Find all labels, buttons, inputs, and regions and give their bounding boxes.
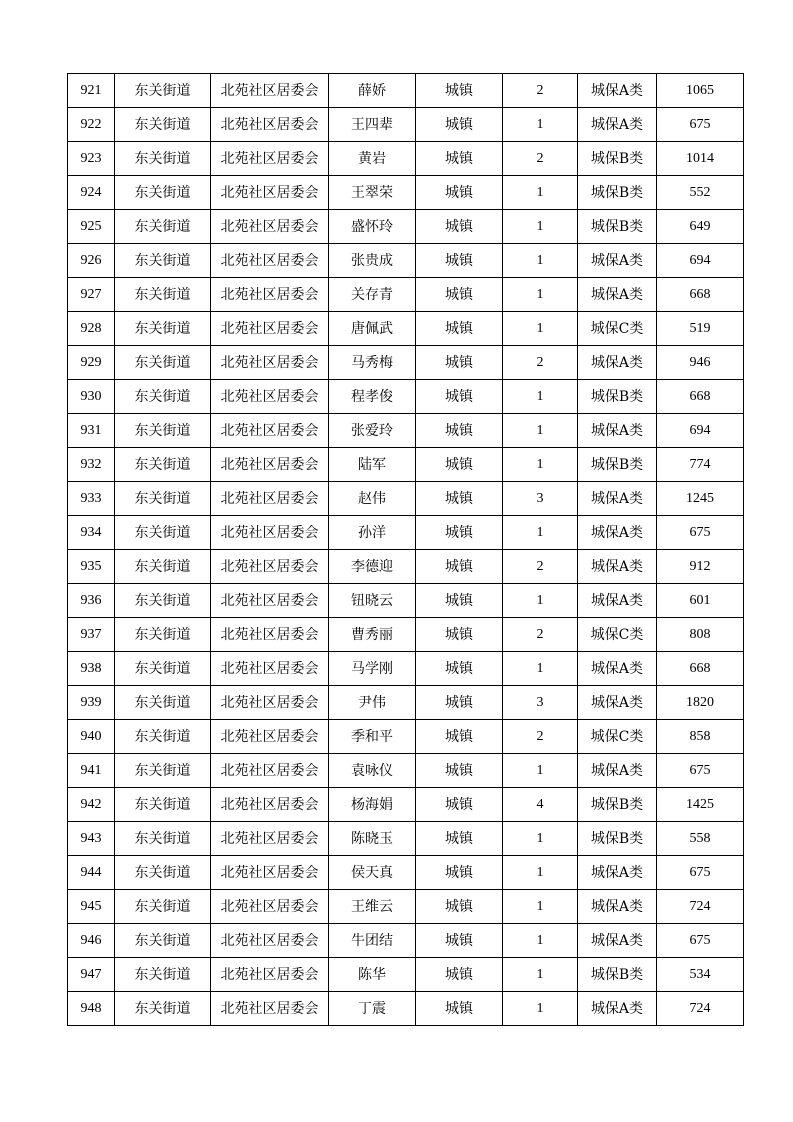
amount-cell: 1065 — [657, 74, 744, 108]
category-cell: 城保B类 — [578, 210, 657, 244]
table-row — [68, 482, 744, 516]
household-type-cell: 城镇 — [416, 312, 503, 346]
category-cell: 城保B类 — [578, 822, 657, 856]
amount-cell: 724 — [657, 992, 744, 1026]
table-row — [68, 244, 744, 278]
household-type-cell: 城镇 — [416, 448, 503, 482]
name-cell: 黄岩 — [329, 142, 416, 176]
table-row — [68, 890, 744, 924]
row-number: 938 — [68, 652, 115, 686]
street-cell: 东关街道 — [115, 754, 211, 788]
street-cell: 东关街道 — [115, 992, 211, 1026]
row-number: 930 — [68, 380, 115, 414]
name-cell: 牛团结 — [329, 924, 416, 958]
member-count-cell: 1 — [503, 584, 578, 618]
row-number: 934 — [68, 516, 115, 550]
community-cell: 北苑社区居委会 — [211, 686, 329, 720]
member-count-cell: 1 — [503, 924, 578, 958]
member-count-cell: 1 — [503, 992, 578, 1026]
street-cell: 东关街道 — [115, 788, 211, 822]
community-cell: 北苑社区居委会 — [211, 924, 329, 958]
category-cell: 城保A类 — [578, 244, 657, 278]
category-cell: 城保B类 — [578, 958, 657, 992]
category-cell: 城保C类 — [578, 618, 657, 652]
street-cell: 东关街道 — [115, 346, 211, 380]
member-count-cell: 1 — [503, 516, 578, 550]
category-cell: 城保A类 — [578, 346, 657, 380]
amount-cell: 694 — [657, 244, 744, 278]
table-row — [68, 992, 744, 1026]
amount-cell: 774 — [657, 448, 744, 482]
member-count-cell: 2 — [503, 346, 578, 380]
category-cell: 城保A类 — [578, 584, 657, 618]
name-cell: 尹伟 — [329, 686, 416, 720]
amount-cell: 675 — [657, 754, 744, 788]
name-cell: 袁咏仪 — [329, 754, 416, 788]
name-cell: 钮晓云 — [329, 584, 416, 618]
table-row — [68, 822, 744, 856]
table-row — [68, 278, 744, 312]
member-count-cell: 1 — [503, 890, 578, 924]
member-count-cell: 2 — [503, 550, 578, 584]
amount-cell: 694 — [657, 414, 744, 448]
category-cell: 城保C类 — [578, 312, 657, 346]
member-count-cell: 4 — [503, 788, 578, 822]
community-cell: 北苑社区居委会 — [211, 142, 329, 176]
table-row — [68, 380, 744, 414]
category-cell: 城保A类 — [578, 652, 657, 686]
category-cell: 城保B类 — [578, 176, 657, 210]
street-cell: 东关街道 — [115, 550, 211, 584]
member-count-cell: 2 — [503, 142, 578, 176]
community-cell: 北苑社区居委会 — [211, 584, 329, 618]
street-cell: 东关街道 — [115, 890, 211, 924]
amount-cell: 946 — [657, 346, 744, 380]
community-cell: 北苑社区居委会 — [211, 244, 329, 278]
amount-cell: 668 — [657, 652, 744, 686]
member-count-cell: 2 — [503, 74, 578, 108]
row-number: 924 — [68, 176, 115, 210]
street-cell: 东关街道 — [115, 278, 211, 312]
category-cell: 城保A类 — [578, 482, 657, 516]
community-cell: 北苑社区居委会 — [211, 992, 329, 1026]
member-count-cell: 1 — [503, 244, 578, 278]
street-cell: 东关街道 — [115, 414, 211, 448]
street-cell: 东关街道 — [115, 312, 211, 346]
category-cell: 城保A类 — [578, 550, 657, 584]
community-cell: 北苑社区居委会 — [211, 890, 329, 924]
table-row — [68, 142, 744, 176]
amount-cell: 912 — [657, 550, 744, 584]
category-cell: 城保A类 — [578, 856, 657, 890]
name-cell: 陆军 — [329, 448, 416, 482]
row-number: 926 — [68, 244, 115, 278]
community-cell: 北苑社区居委会 — [211, 278, 329, 312]
row-number: 939 — [68, 686, 115, 720]
amount-cell: 724 — [657, 890, 744, 924]
category-cell: 城保C类 — [578, 720, 657, 754]
street-cell: 东关街道 — [115, 210, 211, 244]
member-count-cell: 1 — [503, 652, 578, 686]
name-cell: 王翠荣 — [329, 176, 416, 210]
table-row — [68, 414, 744, 448]
table-row — [68, 788, 744, 822]
table-row — [68, 720, 744, 754]
name-cell: 陈晓玉 — [329, 822, 416, 856]
row-number: 948 — [68, 992, 115, 1026]
community-cell: 北苑社区居委会 — [211, 516, 329, 550]
name-cell: 关存青 — [329, 278, 416, 312]
amount-cell: 675 — [657, 516, 744, 550]
row-number: 928 — [68, 312, 115, 346]
row-number: 945 — [68, 890, 115, 924]
amount-cell: 1820 — [657, 686, 744, 720]
amount-cell: 808 — [657, 618, 744, 652]
street-cell: 东关街道 — [115, 822, 211, 856]
name-cell: 张爱玲 — [329, 414, 416, 448]
name-cell: 程孝俊 — [329, 380, 416, 414]
member-count-cell: 3 — [503, 482, 578, 516]
community-cell: 北苑社区居委会 — [211, 550, 329, 584]
member-count-cell: 1 — [503, 448, 578, 482]
table-row — [68, 856, 744, 890]
category-cell: 城保A类 — [578, 890, 657, 924]
name-cell: 唐佩武 — [329, 312, 416, 346]
household-type-cell: 城镇 — [416, 74, 503, 108]
table-row — [68, 448, 744, 482]
table-row — [68, 346, 744, 380]
name-cell: 马秀梅 — [329, 346, 416, 380]
name-cell: 盛怀玲 — [329, 210, 416, 244]
household-type-cell: 城镇 — [416, 278, 503, 312]
community-cell: 北苑社区居委会 — [211, 856, 329, 890]
household-type-cell: 城镇 — [416, 346, 503, 380]
community-cell: 北苑社区居委会 — [211, 448, 329, 482]
category-cell: 城保A类 — [578, 74, 657, 108]
name-cell: 杨海娟 — [329, 788, 416, 822]
member-count-cell: 1 — [503, 856, 578, 890]
community-cell: 北苑社区居委会 — [211, 210, 329, 244]
community-cell: 北苑社区居委会 — [211, 822, 329, 856]
table-row — [68, 754, 744, 788]
community-cell: 北苑社区居委会 — [211, 312, 329, 346]
member-count-cell: 1 — [503, 210, 578, 244]
household-type-cell: 城镇 — [416, 754, 503, 788]
name-cell: 丁震 — [329, 992, 416, 1026]
name-cell: 王四辈 — [329, 108, 416, 142]
name-cell: 孙洋 — [329, 516, 416, 550]
member-count-cell: 2 — [503, 720, 578, 754]
community-cell: 北苑社区居委会 — [211, 652, 329, 686]
street-cell: 东关街道 — [115, 74, 211, 108]
household-type-cell: 城镇 — [416, 516, 503, 550]
household-type-cell: 城镇 — [416, 652, 503, 686]
household-type-cell: 城镇 — [416, 856, 503, 890]
household-type-cell: 城镇 — [416, 550, 503, 584]
member-count-cell: 1 — [503, 958, 578, 992]
street-cell: 东关街道 — [115, 142, 211, 176]
name-cell: 王维云 — [329, 890, 416, 924]
amount-cell: 558 — [657, 822, 744, 856]
community-cell: 北苑社区居委会 — [211, 414, 329, 448]
category-cell: 城保B类 — [578, 380, 657, 414]
street-cell: 东关街道 — [115, 244, 211, 278]
category-cell: 城保A类 — [578, 278, 657, 312]
street-cell: 东关街道 — [115, 856, 211, 890]
table-row — [68, 584, 744, 618]
amount-cell: 534 — [657, 958, 744, 992]
street-cell: 东关街道 — [115, 720, 211, 754]
table-row — [68, 958, 744, 992]
community-cell: 北苑社区居委会 — [211, 618, 329, 652]
household-type-cell: 城镇 — [416, 244, 503, 278]
table-row — [68, 108, 744, 142]
amount-cell: 675 — [657, 108, 744, 142]
row-number: 933 — [68, 482, 115, 516]
community-cell: 北苑社区居委会 — [211, 108, 329, 142]
household-type-cell: 城镇 — [416, 584, 503, 618]
row-number: 923 — [68, 142, 115, 176]
table-row — [68, 210, 744, 244]
category-cell: 城保B类 — [578, 448, 657, 482]
name-cell: 赵伟 — [329, 482, 416, 516]
street-cell: 东关街道 — [115, 516, 211, 550]
community-cell: 北苑社区居委会 — [211, 176, 329, 210]
amount-cell: 1014 — [657, 142, 744, 176]
household-type-cell: 城镇 — [416, 958, 503, 992]
row-number: 927 — [68, 278, 115, 312]
amount-cell: 668 — [657, 380, 744, 414]
household-type-cell: 城镇 — [416, 890, 503, 924]
category-cell: 城保A类 — [578, 414, 657, 448]
household-type-cell: 城镇 — [416, 210, 503, 244]
household-type-cell: 城镇 — [416, 720, 503, 754]
street-cell: 东关街道 — [115, 482, 211, 516]
row-number: 946 — [68, 924, 115, 958]
household-type-cell: 城镇 — [416, 414, 503, 448]
row-number: 941 — [68, 754, 115, 788]
category-cell: 城保B类 — [578, 142, 657, 176]
member-count-cell: 1 — [503, 278, 578, 312]
name-cell: 张贵成 — [329, 244, 416, 278]
member-count-cell: 1 — [503, 176, 578, 210]
row-number: 943 — [68, 822, 115, 856]
category-cell: 城保A类 — [578, 108, 657, 142]
name-cell: 马学刚 — [329, 652, 416, 686]
category-cell: 城保A类 — [578, 924, 657, 958]
member-count-cell: 1 — [503, 380, 578, 414]
name-cell: 季和平 — [329, 720, 416, 754]
household-type-cell: 城镇 — [416, 686, 503, 720]
street-cell: 东关街道 — [115, 924, 211, 958]
name-cell: 曹秀丽 — [329, 618, 416, 652]
member-count-cell: 1 — [503, 822, 578, 856]
name-cell: 陈华 — [329, 958, 416, 992]
amount-cell: 519 — [657, 312, 744, 346]
amount-cell: 552 — [657, 176, 744, 210]
row-number: 931 — [68, 414, 115, 448]
member-count-cell: 2 — [503, 618, 578, 652]
table-row — [68, 550, 744, 584]
table-row — [68, 686, 744, 720]
household-type-cell: 城镇 — [416, 992, 503, 1026]
row-number: 942 — [68, 788, 115, 822]
row-number: 929 — [68, 346, 115, 380]
table-row — [68, 652, 744, 686]
row-number: 925 — [68, 210, 115, 244]
row-number: 935 — [68, 550, 115, 584]
household-type-cell: 城镇 — [416, 482, 503, 516]
household-type-cell: 城镇 — [416, 380, 503, 414]
street-cell: 东关街道 — [115, 584, 211, 618]
household-type-cell: 城镇 — [416, 924, 503, 958]
row-number: 947 — [68, 958, 115, 992]
community-cell: 北苑社区居委会 — [211, 958, 329, 992]
household-type-cell: 城镇 — [416, 618, 503, 652]
row-number: 922 — [68, 108, 115, 142]
table-row — [68, 618, 744, 652]
household-type-cell: 城镇 — [416, 788, 503, 822]
street-cell: 东关街道 — [115, 686, 211, 720]
member-count-cell: 1 — [503, 108, 578, 142]
amount-cell: 601 — [657, 584, 744, 618]
row-number: 936 — [68, 584, 115, 618]
row-number: 921 — [68, 74, 115, 108]
member-count-cell: 3 — [503, 686, 578, 720]
amount-cell: 675 — [657, 856, 744, 890]
street-cell: 东关街道 — [115, 176, 211, 210]
community-cell: 北苑社区居委会 — [211, 720, 329, 754]
community-cell: 北苑社区居委会 — [211, 754, 329, 788]
member-count-cell: 1 — [503, 754, 578, 788]
table-row — [68, 312, 744, 346]
category-cell: 城保A类 — [578, 686, 657, 720]
table-row — [68, 176, 744, 210]
street-cell: 东关街道 — [115, 380, 211, 414]
household-type-cell: 城镇 — [416, 142, 503, 176]
row-number: 932 — [68, 448, 115, 482]
roster-table — [67, 73, 744, 1026]
category-cell: 城保B类 — [578, 788, 657, 822]
community-cell: 北苑社区居委会 — [211, 346, 329, 380]
roster-body — [68, 74, 744, 1026]
community-cell: 北苑社区居委会 — [211, 74, 329, 108]
community-cell: 北苑社区居委会 — [211, 482, 329, 516]
amount-cell: 668 — [657, 278, 744, 312]
member-count-cell: 1 — [503, 414, 578, 448]
street-cell: 东关街道 — [115, 618, 211, 652]
row-number: 944 — [68, 856, 115, 890]
table-row — [68, 924, 744, 958]
name-cell: 薛娇 — [329, 74, 416, 108]
category-cell: 城保A类 — [578, 992, 657, 1026]
name-cell: 李德迎 — [329, 550, 416, 584]
street-cell: 东关街道 — [115, 652, 211, 686]
street-cell: 东关街道 — [115, 448, 211, 482]
amount-cell: 675 — [657, 924, 744, 958]
category-cell: 城保A类 — [578, 754, 657, 788]
name-cell: 侯天真 — [329, 856, 416, 890]
street-cell: 东关街道 — [115, 958, 211, 992]
household-type-cell: 城镇 — [416, 108, 503, 142]
table-row — [68, 516, 744, 550]
amount-cell: 1425 — [657, 788, 744, 822]
row-number: 937 — [68, 618, 115, 652]
street-cell: 东关街道 — [115, 108, 211, 142]
amount-cell: 649 — [657, 210, 744, 244]
amount-cell: 1245 — [657, 482, 744, 516]
household-type-cell: 城镇 — [416, 822, 503, 856]
member-count-cell: 1 — [503, 312, 578, 346]
community-cell: 北苑社区居委会 — [211, 788, 329, 822]
row-number: 940 — [68, 720, 115, 754]
amount-cell: 858 — [657, 720, 744, 754]
community-cell: 北苑社区居委会 — [211, 380, 329, 414]
table-row — [68, 74, 744, 108]
household-type-cell: 城镇 — [416, 176, 503, 210]
category-cell: 城保A类 — [578, 516, 657, 550]
